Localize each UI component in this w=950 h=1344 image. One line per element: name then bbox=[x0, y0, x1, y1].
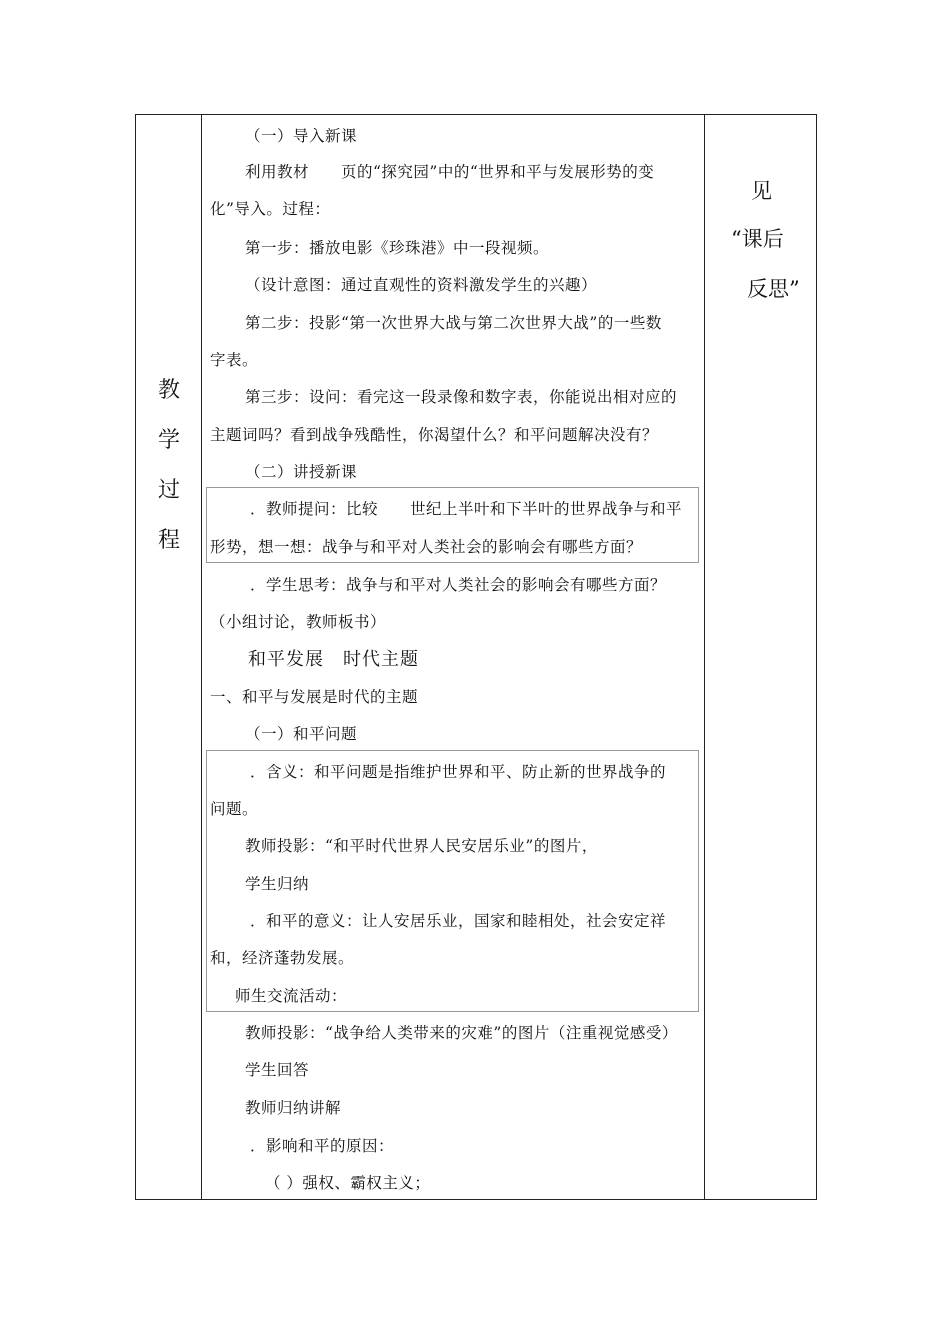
heading-intro: （一）导入新课 bbox=[245, 127, 358, 145]
paragraph-line: ．影响和平的原因： bbox=[250, 1137, 395, 1155]
paragraph-line: 字表。 bbox=[210, 351, 259, 369]
paragraph-line: （ ）强权、霸权主义； bbox=[265, 1174, 431, 1192]
reflection-note-line: 见 bbox=[751, 179, 772, 203]
board-title: 和平发展 时代主题 bbox=[248, 649, 419, 670]
paragraph-line: 教师归纳讲解 bbox=[245, 1099, 342, 1117]
paragraph-line: 形势，想一想：战争与和平对人类社会的影响会有哪些方面？ bbox=[210, 538, 643, 556]
paragraph-line: 师生交流活动： bbox=[235, 987, 348, 1005]
section-label-char: 学 bbox=[157, 428, 180, 453]
paragraph-line: 学生回答 bbox=[245, 1061, 310, 1079]
heading-peace-issue: （一）和平问题 bbox=[245, 725, 358, 743]
paragraph-line: ．和平的意义：让人安居乐业，国家和睦相处，社会安定祥 bbox=[250, 912, 667, 930]
paragraph-line: ．学生思考：战争与和平对人类社会的影响会有哪些方面？ bbox=[250, 576, 667, 594]
paragraph-line: 主题词吗？看到战争残酷性，你渴望什么？和平问题解决没有？ bbox=[210, 426, 659, 444]
paragraph-line: （设计意图：通过直观性的资料激发学生的兴趣） bbox=[245, 276, 598, 294]
paragraph-line: （小组讨论，教师板书） bbox=[210, 613, 387, 631]
reflection-column bbox=[705, 115, 816, 1199]
paragraph-line: 学生归纳 bbox=[245, 875, 310, 893]
reflection-note-line: 反思” bbox=[747, 277, 800, 301]
section-label-char: 程 bbox=[157, 528, 180, 553]
paragraph-line: 第二步：投影“第一次世界大战与第二次世界大战”的一些数 bbox=[245, 314, 662, 332]
paragraph-line: ．含义：和平问题是指维护世界和平、防止新的世界战争的 bbox=[250, 763, 667, 781]
paragraph-line: 和，经济蓬勃发展。 bbox=[210, 949, 355, 967]
section-label-char: 教 bbox=[157, 378, 180, 403]
paragraph-line: 化”导入。过程： bbox=[210, 200, 331, 218]
paragraph-line: 第一步：播放电影《珍珠港》中一段视频。 bbox=[245, 239, 550, 257]
paragraph-line: 利用教材 页的“探究园”中的“世界和平与发展形势的变 bbox=[245, 163, 655, 181]
paragraph-line: 教师投影：“战争给人类带来的灾难”的图片（注重视觉感受） bbox=[245, 1024, 678, 1042]
section-label-char: 过 bbox=[157, 478, 180, 503]
heading-new-lesson: （二）讲授新课 bbox=[245, 463, 358, 481]
heading-section-one: 一、和平与发展是时代的主题 bbox=[210, 688, 419, 706]
paragraph-line: ．教师提问：比较 世纪上半叶和下半叶的世界战争与和平 bbox=[250, 500, 683, 518]
section-label-column bbox=[136, 115, 202, 1199]
paragraph-line: 教师投影：“和平时代世界人民安居乐业”的图片， bbox=[245, 837, 598, 855]
reflection-note-line: “课后 bbox=[731, 227, 784, 251]
paragraph-line: 问题。 bbox=[210, 800, 259, 818]
paragraph-line: 第三步：设问：看完这一段录像和数字表，你能说出相对应的 bbox=[245, 388, 678, 406]
